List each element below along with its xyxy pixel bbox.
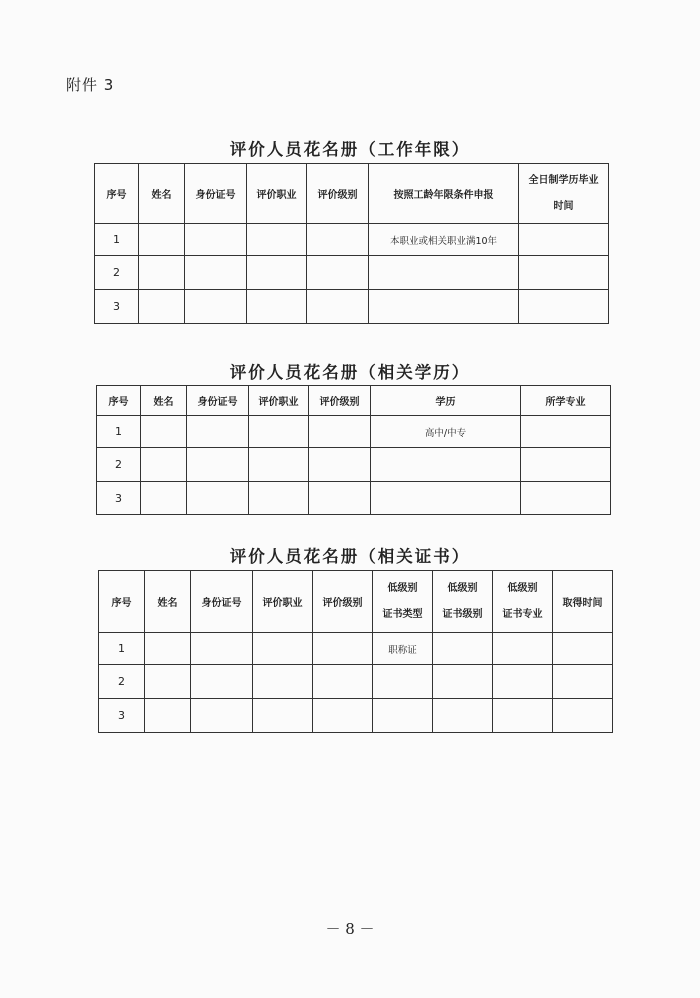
- header-graduation-time: [519, 164, 609, 224]
- id-cell: [187, 448, 249, 482]
- header-id-number: 身份证号: [185, 164, 247, 224]
- cert-type-cell: [373, 699, 433, 733]
- header-name: 姓名: [139, 164, 185, 224]
- table-row: [99, 665, 613, 699]
- education-cell: 高中/中专: [371, 416, 521, 448]
- occupation-cell: [247, 256, 307, 290]
- row-seq: 1: [95, 224, 139, 256]
- level-cell: [309, 416, 371, 448]
- roster-table-education: [96, 385, 611, 515]
- roster-table-certificates: [98, 570, 613, 733]
- id-cell: [185, 256, 247, 290]
- id-cell: [185, 290, 247, 324]
- condition-cell: [369, 256, 519, 290]
- header-id-number: 身份证号: [191, 571, 253, 633]
- occupation-cell: [249, 416, 309, 448]
- header-seq: 序号: [95, 164, 139, 224]
- level-cell: [313, 633, 373, 665]
- id-cell: [191, 633, 253, 665]
- id-cell: [191, 665, 253, 699]
- header-cert-major-line2: 证书专业: [502, 608, 543, 620]
- name-cell: [141, 416, 187, 448]
- name-cell: [139, 224, 185, 256]
- header-level: 评价级别: [313, 571, 373, 633]
- header-cert-level-line1: 低级别: [447, 582, 478, 594]
- occupation-cell: [249, 448, 309, 482]
- table-row: [99, 633, 613, 665]
- header-occupation: 评价职业: [253, 571, 313, 633]
- header-education: 学历: [371, 386, 521, 416]
- level-cell: [313, 699, 373, 733]
- table-header-row: [99, 571, 613, 633]
- table-row: [97, 448, 611, 482]
- level-cell: [309, 448, 371, 482]
- header-occupation: 评价职业: [247, 164, 307, 224]
- name-cell: [141, 482, 187, 515]
- cert-level-cell: [433, 665, 493, 699]
- page-number: － 8 －: [325, 920, 375, 938]
- table3-title: 评价人员花名册（相关证书）: [229, 547, 471, 566]
- table-header-row: [95, 164, 609, 224]
- occupation-cell: [253, 633, 313, 665]
- table1-title: 评价人员花名册（工作年限）: [229, 140, 471, 159]
- level-cell: [309, 482, 371, 515]
- row-seq: 2: [99, 665, 145, 699]
- row-seq: 3: [97, 482, 141, 515]
- occupation-cell: [253, 665, 313, 699]
- header-major: 所学专业: [521, 386, 611, 416]
- row-seq: 2: [95, 256, 139, 290]
- table-row: [99, 699, 613, 733]
- cert-major-cell: [493, 665, 553, 699]
- header-cert-major: [493, 571, 553, 633]
- header-cert-level: [433, 571, 493, 633]
- level-cell: [307, 256, 369, 290]
- id-cell: [187, 482, 249, 515]
- level-cell: [307, 290, 369, 324]
- graduation-cell: [519, 290, 609, 324]
- header-name: 姓名: [145, 571, 191, 633]
- header-occupation: 评价职业: [249, 386, 309, 416]
- occupation-cell: [247, 224, 307, 256]
- row-seq: 3: [99, 699, 145, 733]
- cert-type-cell: 职称证: [373, 633, 433, 665]
- table-row: [97, 416, 611, 448]
- occupation-cell: [249, 482, 309, 515]
- major-cell: [521, 416, 611, 448]
- header-cert-level-line2: 证书级别: [442, 608, 483, 620]
- cert-level-cell: [433, 633, 493, 665]
- table-row: [97, 482, 611, 515]
- level-cell: [313, 665, 373, 699]
- obtain-time-cell: [553, 633, 613, 665]
- cert-major-cell: [493, 699, 553, 733]
- row-seq: 1: [99, 633, 145, 665]
- name-cell: [139, 290, 185, 324]
- table-row: [95, 224, 609, 256]
- graduation-cell: [519, 224, 609, 256]
- obtain-time-cell: [553, 699, 613, 733]
- name-cell: [145, 699, 191, 733]
- table-row: [95, 290, 609, 324]
- name-cell: [139, 256, 185, 290]
- name-cell: [145, 633, 191, 665]
- cert-major-cell: [493, 633, 553, 665]
- name-cell: [145, 665, 191, 699]
- header-level: 评价级别: [309, 386, 371, 416]
- name-cell: [141, 448, 187, 482]
- header-graduation-time-line1: 全日制学历毕业: [528, 174, 599, 186]
- condition-cell: 本职业或相关职业满10年: [369, 224, 519, 256]
- level-cell: [307, 224, 369, 256]
- header-cert-type: [373, 571, 433, 633]
- header-level: 评价级别: [307, 164, 369, 224]
- id-cell: [187, 416, 249, 448]
- graduation-cell: [519, 256, 609, 290]
- major-cell: [521, 482, 611, 515]
- table-header-row: [97, 386, 611, 416]
- header-cert-type-line1: 低级别: [387, 582, 418, 594]
- header-cert-major-line1: 低级别: [507, 582, 538, 594]
- cert-type-cell: [373, 665, 433, 699]
- attachment-label: 附件 3: [66, 76, 115, 94]
- occupation-cell: [253, 699, 313, 733]
- table-row: [95, 256, 609, 290]
- cert-level-cell: [433, 699, 493, 733]
- header-id-number: 身份证号: [187, 386, 249, 416]
- header-seq: 序号: [99, 571, 145, 633]
- major-cell: [521, 448, 611, 482]
- header-name: 姓名: [141, 386, 187, 416]
- header-seq: 序号: [97, 386, 141, 416]
- header-work-years-condition: 按照工龄年限条件申报: [369, 164, 519, 224]
- header-obtain-time: 取得时间: [553, 571, 613, 633]
- id-cell: [185, 224, 247, 256]
- row-seq: 1: [97, 416, 141, 448]
- header-cert-type-line2: 证书类型: [382, 608, 423, 620]
- header-graduation-time-line2: 时间: [553, 200, 574, 212]
- occupation-cell: [247, 290, 307, 324]
- education-cell: [371, 448, 521, 482]
- row-seq: 2: [97, 448, 141, 482]
- id-cell: [191, 699, 253, 733]
- condition-cell: [369, 290, 519, 324]
- roster-table-work-years: [94, 163, 609, 324]
- obtain-time-cell: [553, 665, 613, 699]
- row-seq: 3: [95, 290, 139, 324]
- table2-title: 评价人员花名册（相关学历）: [229, 363, 471, 382]
- education-cell: [371, 482, 521, 515]
